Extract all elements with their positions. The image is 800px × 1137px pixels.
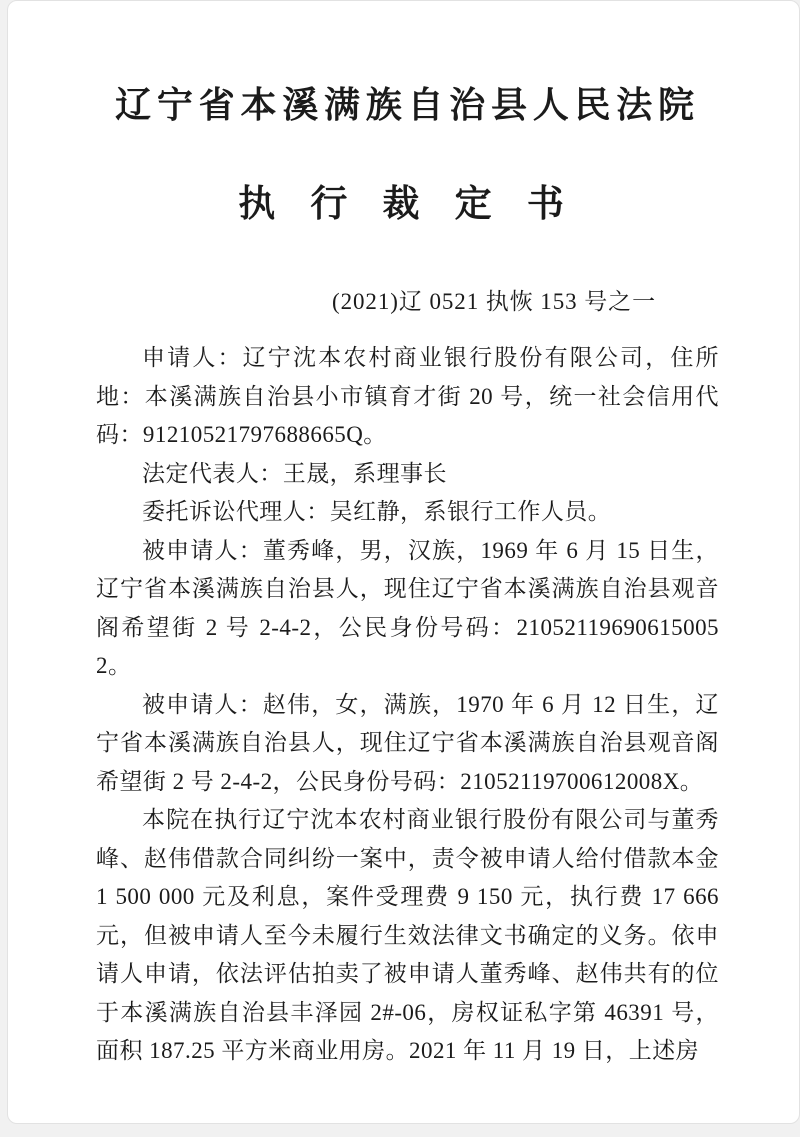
document-type-heading: 执 行 裁 定 书	[238, 184, 577, 226]
paragraph: 委托诉讼代理人：吴红静，系银行工作人员。	[142, 499, 612, 525]
paragraph: 法定代表人：王晟，系理事长	[142, 460, 447, 486]
court-ruling-document	[8, 1, 799, 1071]
paragraph: 本院在执行辽宁沈本农村商业银行股份有限公司与董秀峰、赵伟借款合同纠纷一案中，责令被申请人给付借款本金 1 500 000 元及利息，案件受理费 9 150 元，执行费 17 666 元，但被申请人至今未履行生效法律文书确定的义务。依申请人申请，依法评估拍卖了被申请人董秀峰、赵伟共有的位于本溪满族自治县丰泽园 2#-06，房权证私字第 46391 号，面积 187.25 平方米商业用房。2021 年 11 月 19 日，上述房	[96, 807, 719, 1064]
court-name-heading: 辽宁省本溪满族自治县人民法院	[115, 85, 700, 125]
paragraph: 被申请人：董秀峰，男，汉族，1969 年 6 月 15 日生，辽宁省本溪满族自治县人，现住辽宁省本溪满族自治县观音阁希望街 2 号 2-4-2，公民身份号码：210521196906150052。	[96, 537, 719, 679]
document-body	[96, 339, 719, 1071]
document-paper	[7, 0, 800, 1124]
paragraph: 申请人：辽宁沈本农村商业银行股份有限公司，住所地：本溪满族自治县小市镇育才街 20 号，统一社会信用代码：91210521797688665Q。	[96, 345, 719, 448]
case-number: (2021)辽 0521 执恢 153 号之一	[332, 289, 656, 315]
paragraph: 被申请人：赵伟，女，满族，1970 年 6 月 12 日生，辽宁省本溪满族自治县人，现住辽宁省本溪满族自治县观音阁希望街 2 号 2-4-2，公民身份号码：21052119700612008X。	[96, 691, 719, 794]
